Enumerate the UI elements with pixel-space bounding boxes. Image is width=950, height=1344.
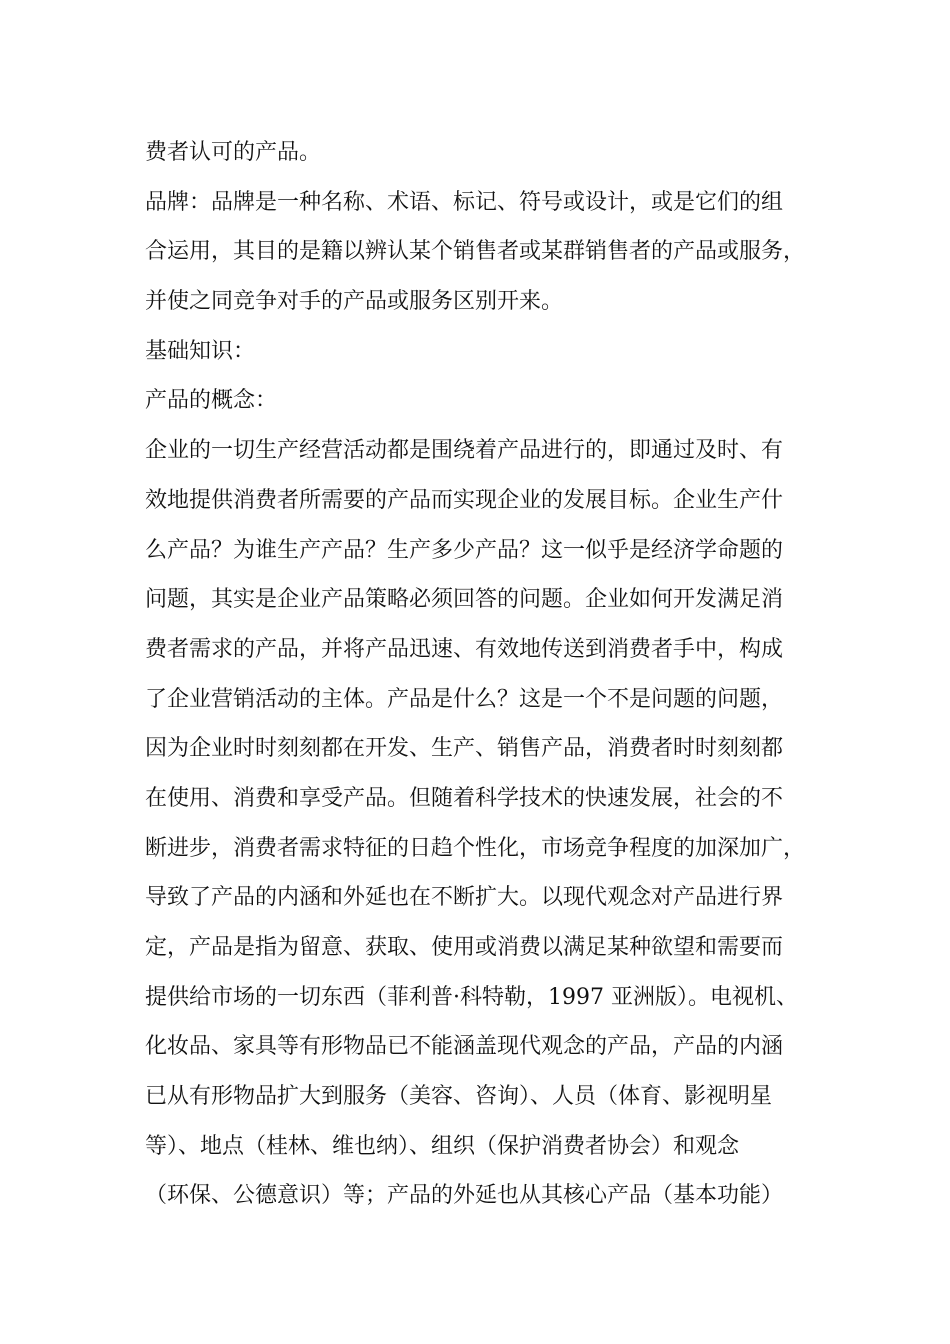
text-line: 在使用、消费和享受产品。但随着科学技术的快速发展，社会的不 [145, 785, 784, 811]
section-heading: 基础知识： [145, 338, 256, 364]
text-line: 断进步，消费者需求特征的日趋个性化，市场竞争程度的加深加广， [145, 835, 806, 861]
text-line: 因为企业时时刻刻都在开发、生产、销售产品，消费者时时刻刻都 [145, 736, 784, 762]
text-line: 导致了产品的内涵和外延也在不断扩大。以现代观念对产品进行界 [145, 885, 784, 911]
subsection-heading: 产品的概念： [145, 388, 278, 414]
text-line: 合运用，其目的是籍以辨认某个销售者或某群销售者的产品或服务， [145, 239, 806, 265]
text-line: 已从有形物品扩大到服务（美容、咨询）、人员（体育、影视明星 [145, 1084, 773, 1110]
text-line: 等）、地点（桂林、维也纳）、组织（保护消费者协会）和观念 [145, 1133, 740, 1159]
text-line: 定，产品是指为留意、获取、使用或消费以满足某种欲望和需要而 [145, 935, 784, 960]
text-line: （环保、公德意识）等；产品的外延也从其核心产品（基本功能） [145, 1183, 784, 1209]
text-line: 效地提供消费者所需要的产品而实现企业的发展目标。企业生产什 [145, 487, 784, 513]
document-page [145, 128, 835, 1221]
text-line: 品牌：品牌是一种名称、术语、标记、符号或设计，或是它们的组 [145, 189, 784, 215]
text-line: 提供给市场的一切东西（菲利普·科特勒，1997 亚洲版）。电视机、 [145, 984, 798, 1010]
text-line: 企业的一切生产经营活动都是围绕着产品进行的，即通过及时、有 [145, 438, 784, 464]
text-line: 费者认可的产品。 [145, 140, 322, 165]
text-line: 了企业营销活动的主体。产品是什么？这是一个不是问题的问题， [145, 686, 784, 712]
text-line: 费者需求的产品，并将产品迅速、有效地传送到消费者手中，构成 [145, 636, 784, 662]
text-line: 问题，其实是企业产品策略必须回答的问题。企业如何开发满足消 [145, 587, 784, 613]
text-line: 么产品？为谁生产产品？生产多少产品？这一似乎是经济学命题的 [145, 537, 784, 563]
text-line: 并使之同竞争对手的产品或服务区别开来。 [145, 289, 564, 315]
text-line: 化妆品、家具等有形物品已不能涵盖现代观念的产品，产品的内涵 [145, 1034, 784, 1060]
